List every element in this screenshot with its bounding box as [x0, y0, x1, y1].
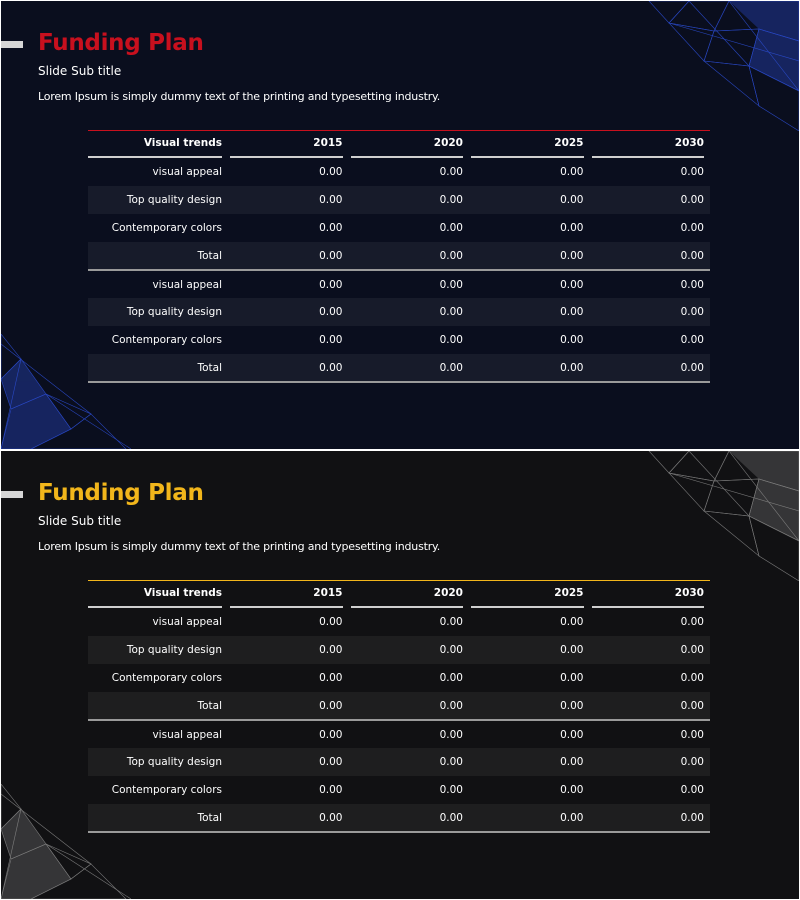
cell-value: 0.00 [469, 692, 590, 720]
cell-value: 0.00 [228, 804, 349, 832]
cell-value: 0.00 [228, 186, 349, 214]
row-label: visual appeal [152, 278, 222, 291]
column-header-text: 2020 [351, 131, 464, 158]
cell-value: 0.00 [228, 636, 349, 664]
row-label: Total [88, 354, 228, 382]
cell-value: 0.00 [319, 728, 343, 741]
table-header-row [88, 581, 710, 609]
cell-value: 0.00 [560, 672, 584, 684]
cell-value: 0.00 [590, 804, 711, 832]
column-header-text: 2015 [230, 131, 343, 158]
table-row [88, 354, 710, 382]
cell-value: 0.00 [590, 186, 711, 214]
cell-value: 0.00 [590, 242, 711, 270]
cell-value: 0.00 [560, 334, 584, 346]
cell-value: 0.00 [469, 748, 590, 776]
cell-value: 0.00 [680, 334, 704, 346]
cell-value: 0.00 [349, 804, 470, 832]
table-header-row [88, 131, 710, 159]
row-label: Top quality design [88, 636, 228, 664]
cell-value: 0.00 [228, 748, 349, 776]
cell-value: 0.00 [349, 186, 470, 214]
cell-value: 0.00 [590, 692, 711, 720]
row-label: visual appeal [152, 728, 222, 741]
column-header-label [88, 131, 228, 159]
table-row [88, 664, 710, 692]
row-label: Contemporary colors [111, 672, 222, 684]
cell-value: 0.00 [319, 222, 343, 234]
slide-title: Funding Plan [38, 480, 204, 506]
cell-value: 0.00 [319, 616, 343, 628]
row-label: Contemporary colors [111, 222, 222, 234]
cell-value: 0.00 [349, 354, 470, 382]
cell-value: 0.00 [680, 728, 704, 741]
cell-value: 0.00 [680, 672, 704, 684]
cell-value: 0.00 [680, 166, 704, 178]
cell-value: 0.00 [560, 784, 584, 796]
table-row [88, 692, 710, 720]
column-header-year [228, 581, 349, 609]
cell-value: 0.00 [680, 616, 704, 628]
cell-value: 0.00 [349, 636, 470, 664]
table-row [88, 776, 710, 804]
cell-value: 0.00 [349, 242, 470, 270]
cell-value: 0.00 [349, 748, 470, 776]
table-row [88, 242, 710, 270]
cell-value: 0.00 [680, 784, 704, 796]
slide-description: Lorem Ipsum is simply dummy text of the printing and typesetting industry. [38, 540, 441, 553]
cell-value: 0.00 [349, 692, 470, 720]
column-header-text: 2025 [471, 131, 584, 158]
cell-value: 0.00 [319, 166, 343, 178]
column-header-year [590, 581, 711, 609]
row-label: Contemporary colors [111, 334, 222, 346]
cell-value: 0.00 [560, 222, 584, 234]
cell-value: 0.00 [469, 242, 590, 270]
funding-table [88, 580, 710, 833]
row-label: Top quality design [88, 186, 228, 214]
cell-value: 0.00 [590, 298, 711, 326]
cell-value: 0.00 [228, 692, 349, 720]
row-label: visual appeal [152, 166, 222, 178]
cell-value: 0.00 [560, 278, 584, 291]
row-label: Total [88, 692, 228, 720]
slide-subtitle: Slide Sub title [38, 64, 122, 78]
table-row [88, 608, 710, 636]
slide-navy [1, 1, 799, 449]
cell-value: 0.00 [590, 748, 711, 776]
cell-value: 0.00 [560, 728, 584, 741]
column-header-year [590, 131, 711, 159]
cell-value: 0.00 [560, 616, 584, 628]
polygon-decoration-top-right [629, 1, 799, 131]
cell-value: 0.00 [319, 672, 343, 684]
title-accent-bar [1, 41, 23, 48]
row-label: Contemporary colors [111, 784, 222, 796]
cell-value: 0.00 [590, 354, 711, 382]
table-row [88, 804, 710, 832]
column-header-year [349, 131, 470, 159]
row-label: Top quality design [88, 298, 228, 326]
column-header-year [349, 581, 470, 609]
table-row [88, 186, 710, 214]
cell-value: 0.00 [560, 166, 584, 178]
cell-value: 0.00 [439, 616, 463, 628]
cell-value: 0.00 [680, 278, 704, 291]
cell-value: 0.00 [590, 636, 711, 664]
cell-value: 0.00 [319, 784, 343, 796]
cell-value: 0.00 [319, 334, 343, 346]
cell-value: 0.00 [469, 298, 590, 326]
cell-value: 0.00 [469, 804, 590, 832]
column-header-text: Visual trends [88, 131, 222, 158]
cell-value: 0.00 [228, 354, 349, 382]
cell-value: 0.00 [439, 784, 463, 796]
row-label: Top quality design [88, 748, 228, 776]
column-header-year [469, 131, 590, 159]
cell-value: 0.00 [439, 334, 463, 346]
cell-value: 0.00 [349, 298, 470, 326]
cell-value: 0.00 [439, 728, 463, 741]
cell-value: 0.00 [439, 278, 463, 291]
cell-value: 0.00 [228, 298, 349, 326]
cell-value: 0.00 [439, 166, 463, 178]
table-row [88, 326, 710, 354]
cell-value: 0.00 [228, 242, 349, 270]
slide-title: Funding Plan [38, 30, 204, 56]
polygon-decoration-top-right [629, 451, 799, 581]
column-header-label [88, 581, 228, 609]
slide-subtitle: Slide Sub title [38, 514, 122, 528]
column-header-year [228, 131, 349, 159]
funding-table [88, 130, 710, 383]
table-row [88, 720, 710, 748]
row-label: Total [88, 804, 228, 832]
column-header-text: Visual trends [88, 581, 222, 608]
row-label: Total [88, 242, 228, 270]
slide-description: Lorem Ipsum is simply dummy text of the printing and typesetting industry. [38, 90, 441, 103]
cell-value: 0.00 [469, 186, 590, 214]
cell-value: 0.00 [439, 222, 463, 234]
column-header-text: 2025 [471, 581, 584, 608]
cell-value: 0.00 [439, 672, 463, 684]
cell-value: 0.00 [469, 636, 590, 664]
table-row [88, 270, 710, 298]
table-row [88, 748, 710, 776]
table-row [88, 158, 710, 186]
column-header-text: 2020 [351, 581, 464, 608]
column-header-text: 2030 [592, 131, 705, 158]
cell-value: 0.00 [469, 354, 590, 382]
column-header-year [469, 581, 590, 609]
column-header-text: 2030 [592, 581, 705, 608]
cell-value: 0.00 [680, 222, 704, 234]
title-accent-bar [1, 491, 23, 498]
row-label: visual appeal [152, 616, 222, 628]
table-row [88, 298, 710, 326]
slide-charcoal [1, 451, 799, 899]
column-header-text: 2015 [230, 581, 343, 608]
table-row [88, 636, 710, 664]
cell-value: 0.00 [319, 278, 343, 291]
table-row [88, 214, 710, 242]
